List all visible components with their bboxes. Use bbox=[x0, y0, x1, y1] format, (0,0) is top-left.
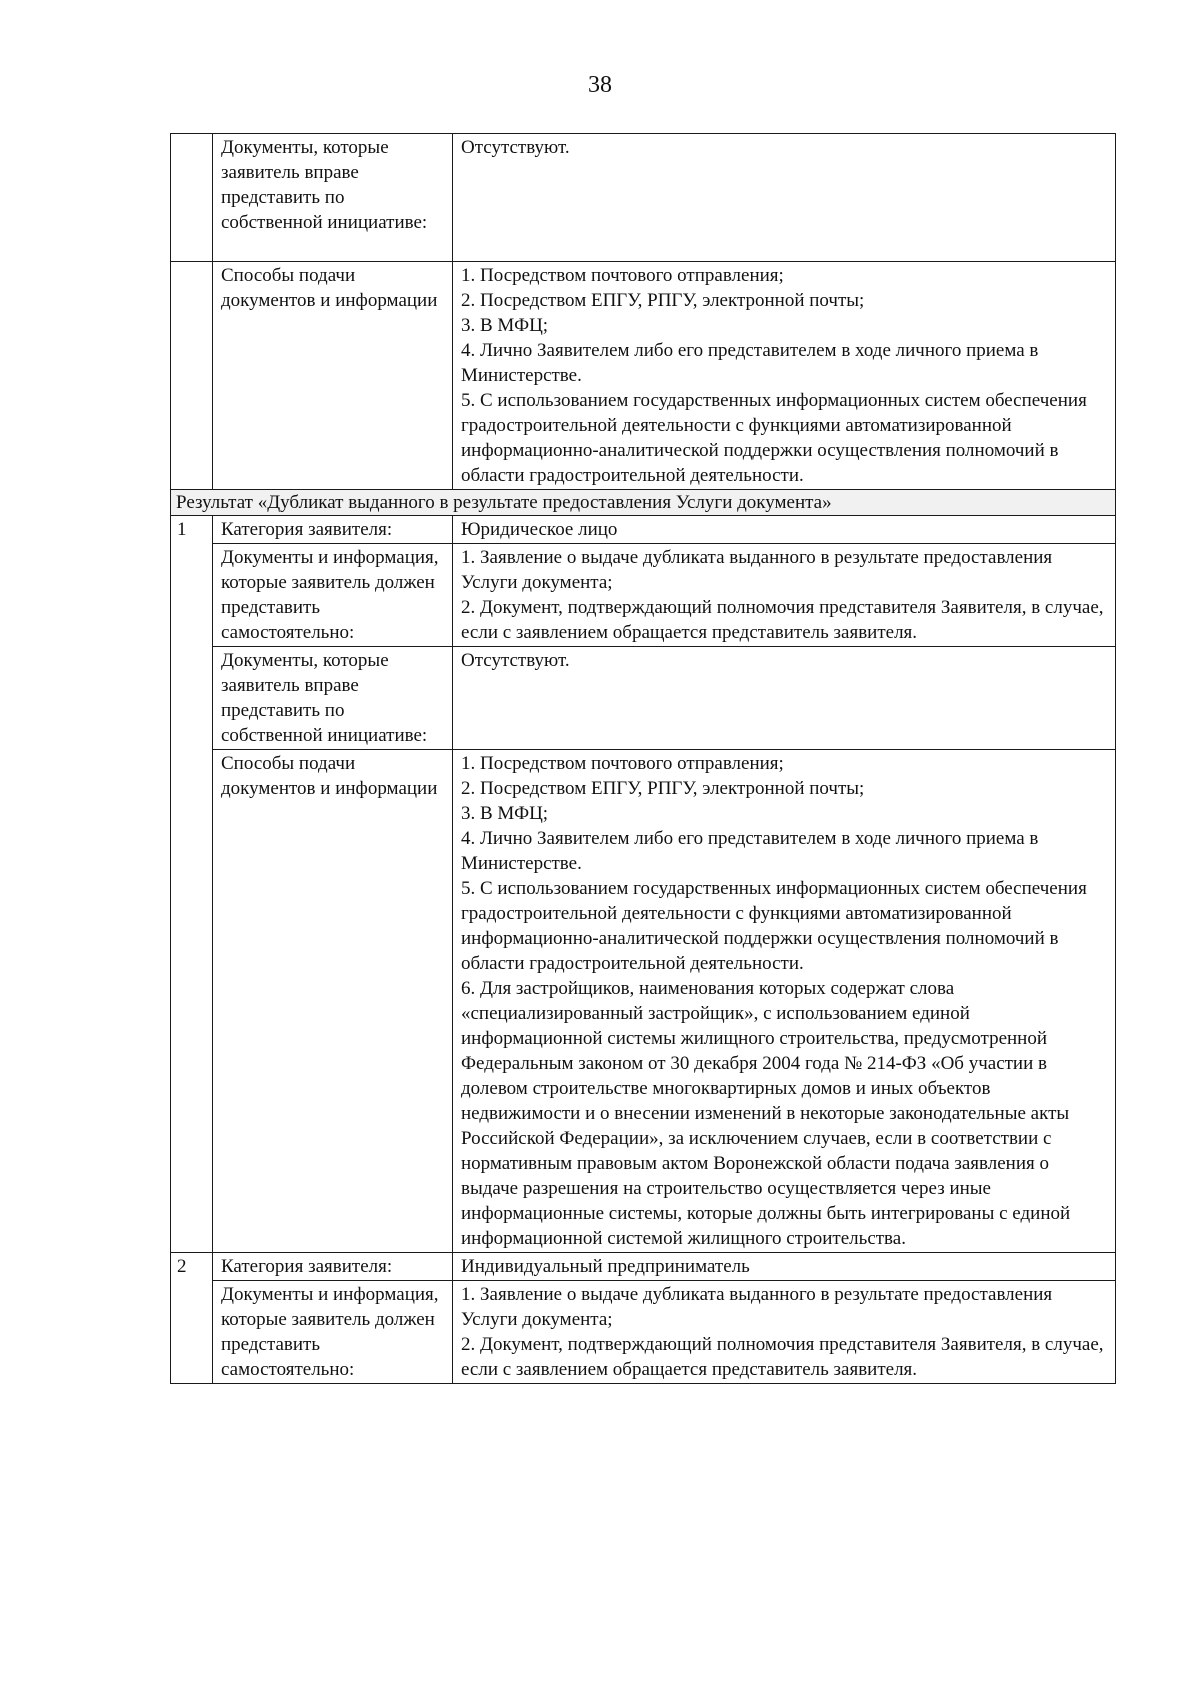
content-line: 2. Документ, подтверждающий полномочия представителя Заявителя, в случае, если с заявлением обращается представитель заявителя. bbox=[461, 597, 1104, 643]
row-label: Документы и информация, которые заявитель должен представить самостоятельно: bbox=[213, 544, 453, 647]
table-row bbox=[171, 1253, 1116, 1281]
row-content bbox=[453, 750, 1116, 1253]
content-line: 1. Заявление о выдаче дубликата выданного в результате предоставления Услуги документа; bbox=[461, 547, 1053, 593]
content-line: 1. Посредством почтового отправления; bbox=[461, 753, 784, 774]
content-line: 4. Лично Заявителем либо его представителем в ходе личного приема в Министерстве. bbox=[461, 828, 1039, 874]
page-number: 38 bbox=[588, 72, 612, 98]
table-row bbox=[171, 262, 1116, 490]
content-line: 3. В МФЦ; bbox=[461, 315, 549, 336]
row-label: Способы подачи документов и информации bbox=[213, 262, 453, 490]
row-content bbox=[453, 134, 1116, 262]
content-line: Отсутствуют. bbox=[461, 650, 570, 671]
table-row bbox=[171, 647, 1116, 750]
table-row bbox=[171, 1281, 1116, 1384]
section-title: Результат «Дубликат выданного в результате предоставления Услуги документа» bbox=[171, 490, 1116, 516]
section-header-row bbox=[171, 490, 1116, 516]
content-line: 4. Лично Заявителем либо его представителем в ходе личного приема в Министерстве. bbox=[461, 340, 1039, 386]
services-table bbox=[170, 133, 1116, 1384]
content-line: 3. В МФЦ; bbox=[461, 803, 549, 824]
content-line: 5. С использованием государственных информационных систем обеспечения градостроительной деятельности с функциями автоматизированной информационно-аналитической поддержки осуществления полномочий в области градостроительной деятельности. bbox=[461, 878, 1087, 974]
group-number: 1 bbox=[171, 516, 213, 1253]
number-cell bbox=[171, 262, 213, 490]
row-label: Документы, которые заявитель вправе представить по собственной инициативе: bbox=[213, 647, 453, 750]
content-line: 2. Посредством ЕПГУ, РПГУ, электронной почты; bbox=[461, 290, 865, 311]
table-row bbox=[171, 516, 1116, 544]
group-number: 2 bbox=[171, 1253, 213, 1384]
category-label: Категория заявителя: bbox=[213, 516, 453, 544]
number-cell bbox=[171, 134, 213, 262]
content-line: 2. Документ, подтверждающий полномочия представителя Заявителя, в случае, если с заявлением обращается представитель заявителя. bbox=[461, 1334, 1104, 1380]
category-value: Юридическое лицо bbox=[453, 516, 1116, 544]
row-content bbox=[453, 262, 1116, 490]
table-row bbox=[171, 134, 1116, 262]
row-content bbox=[453, 1281, 1116, 1384]
content-line: Отсутствуют. bbox=[461, 137, 570, 158]
content-line: 1. Посредством почтового отправления; bbox=[461, 265, 784, 286]
table-row bbox=[171, 750, 1116, 1253]
category-value: Индивидуальный предприниматель bbox=[453, 1253, 1116, 1281]
row-content bbox=[453, 647, 1116, 750]
content-line: 5. С использованием государственных информационных систем обеспечения градостроительной деятельности с функциями автоматизированной информационно-аналитической поддержки осуществления полномочий в области градостроительной деятельности. bbox=[461, 390, 1087, 486]
content-line: 6. Для застройщиков, наименования которых содержат слова «специализированный застройщик», с использованием единой информационной системы жилищного строительства, предусмотренной Федеральным законом от 30 декабря 2004 года № 214-ФЗ «Об участии в долевом строительстве многоквартирных домов и иных объектов недвижимости и о внесении изменений в некоторые законодательные акты Российской Федерации», за исключением случаев, если в соответствии с нормативным правовым актом Воронежской области подача заявления о выдаче разрешения на строительство осуществляется через иные информационные системы, которые должны быть интегрированы с единой информационной системой жилищного строительства. bbox=[461, 978, 1071, 1249]
row-label: Способы подачи документов и информации bbox=[213, 750, 453, 1253]
category-label: Категория заявителя: bbox=[213, 1253, 453, 1281]
table-row bbox=[171, 544, 1116, 647]
row-content bbox=[453, 544, 1116, 647]
row-label: Документы и информация, которые заявитель должен представить самостоятельно: bbox=[213, 1281, 453, 1384]
content-line: 1. Заявление о выдаче дубликата выданного в результате предоставления Услуги документа; bbox=[461, 1284, 1053, 1330]
content-line: 2. Посредством ЕПГУ, РПГУ, электронной почты; bbox=[461, 778, 865, 799]
row-label: Документы, которые заявитель вправе представить по собственной инициативе: bbox=[213, 134, 453, 262]
